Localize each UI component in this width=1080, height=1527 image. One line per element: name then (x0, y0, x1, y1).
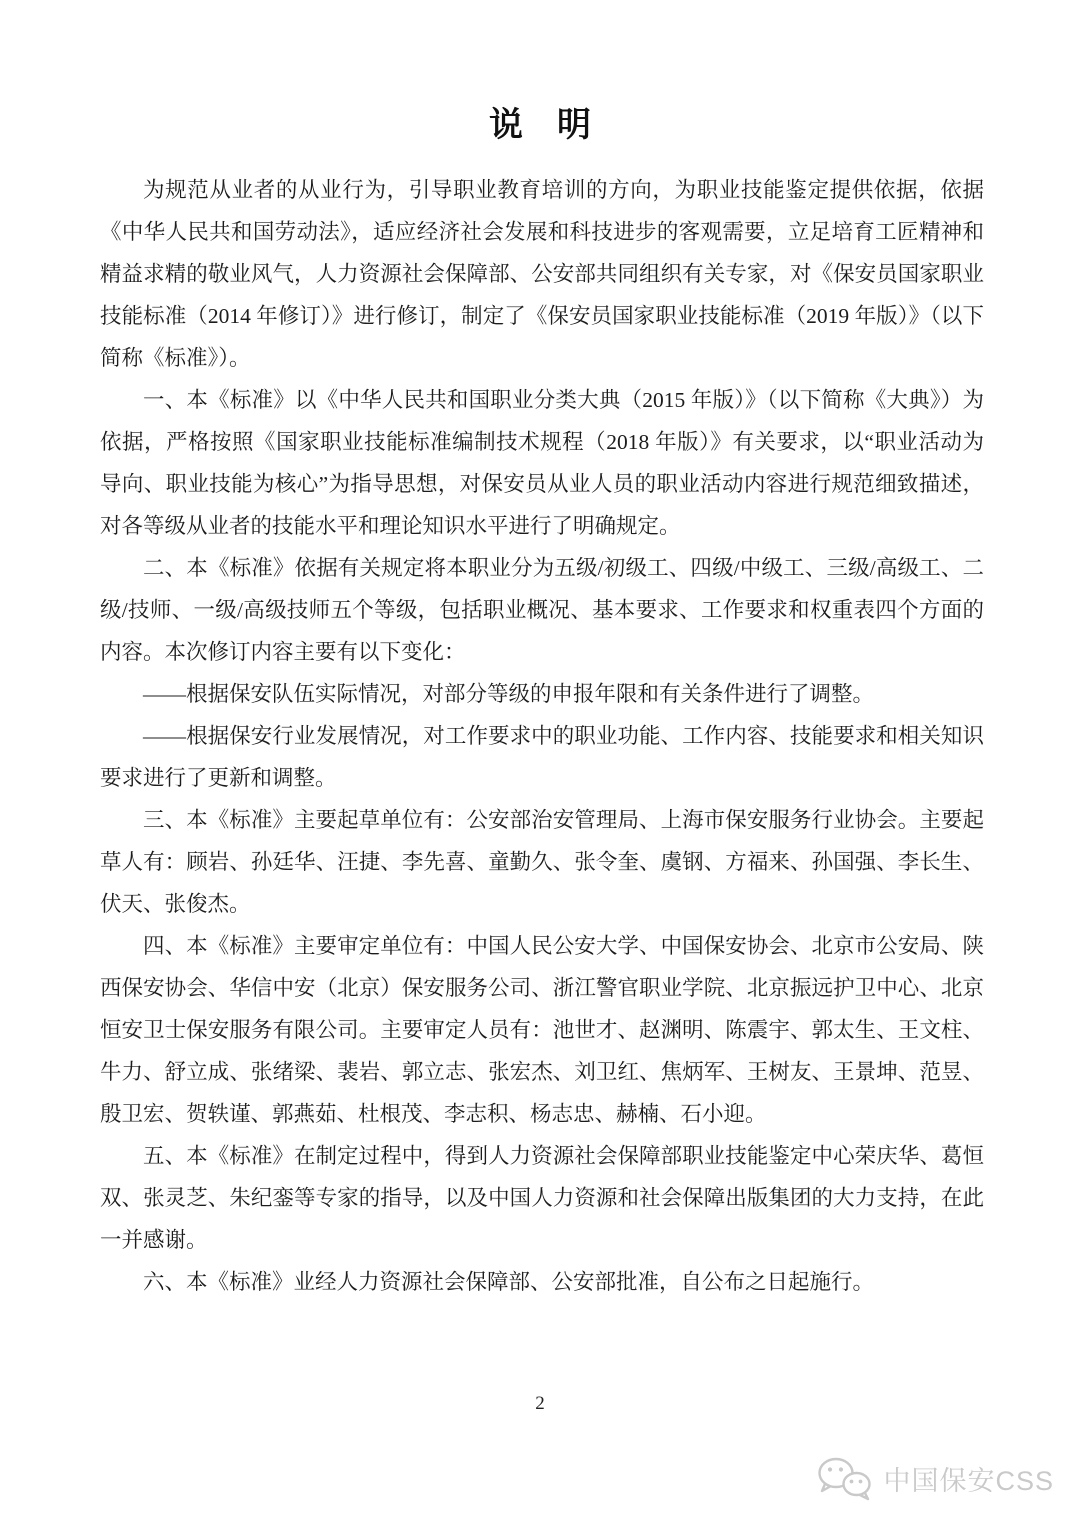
watermark-text: 中国保安CSS (883, 1465, 1054, 1496)
paragraph-item-4: 四、本《标准》主要审定单位有：中国人民公安大学、中国保安协会、北京市公安局、陕西保安协会、华信中安（北京）保安服务公司、浙江警官职业学院、北京振远护卫中心、北京恒安卫士保安服务有限公司。主要审定人员有：池世才、赵渊明、陈震宇、郭太生、王文柱、牛力、舒立成、张绪梁、裴岩、郭立志、张宏杰、刘卫红、焦炳军、王树友、王景坤、范昱、殷卫宏、贺轶谨、郭燕茹、杜根茂、李志积、杨志忠、赫楠、石小迎。 (100, 933, 984, 1126)
paragraph-item-6: 六、本《标准》业经人力资源社会保障部、公安部批准，自公布之日起施行。 (143, 1269, 875, 1294)
paragraph-change-2: ——根据保安行业发展情况，对工作要求中的职业功能、工作内容、技能要求和相关知识要求进行了更新和调整。 (100, 723, 984, 790)
paragraph-item-5: 五、本《标准》在制定过程中，得到人力资源社会保障部职业技能鉴定中心荣庆华、葛恒双、张灵芝、朱纪銮等专家的指导，以及中国人力资源和社会保障出版集团的大力支持，在此一并感谢。 (100, 1143, 984, 1252)
page-title: 说 明 (489, 107, 591, 144)
paragraph-intro: 为规范从业者的从业行为，引导职业教育培训的方向，为职业技能鉴定提供依据，依据《中华人民共和国劳动法》，适应经济社会发展和科技进步的客观需要，立足培育工匠精神和精益求精的敬业风气，人力资源社会保障部、公安部共同组织有关专家，对《保安员国家职业技能标准（2014 年修订）》进行修订，制定了《保安员国家职业技能标准（2019 年版）》（以下简称《标准》）。 (100, 177, 984, 370)
paragraph-item-2: 二、本《标准》依据有关规定将本职业分为五级/初级工、四级/中级工、三级/高级工、二级/技师、一级/高级技师五个等级，包括职业概况、基本要求、工作要求和权重表四个方面的内容。本次修订内容主要有以下变化： (100, 555, 984, 664)
wechat-icon (815, 1455, 873, 1501)
page-number: 2 (535, 1393, 545, 1414)
paragraph-change-1: ——根据保安队伍实际情况，对部分等级的申报年限和有关条件进行了调整。 (143, 681, 875, 706)
watermark (815, 1455, 1054, 1501)
paragraph-item-3: 三、本《标准》主要起草单位有：公安部治安管理局、上海市保安服务行业协会。主要起草人有：顾岩、孙廷华、汪捷、李先喜、童勤久、张令奎、虞钢、方福来、孙国强、李长生、伏天、张俊杰。 (100, 807, 984, 916)
paragraph-item-1: 一、本《标准》以《中华人民共和国职业分类大典（2015 年版）》（以下简称《大典》）为依据，严格按照《国家职业技能标准编制技术规程（2018 年版）》有关要求，以“职业活动为导向、职业技能为核心”为指导思想，对保安员从业人员的职业活动内容进行规范细致描述，对各等级从业者的技能水平和理论知识水平进行了明确规定。 (100, 387, 984, 538)
document-body (100, 169, 984, 1303)
